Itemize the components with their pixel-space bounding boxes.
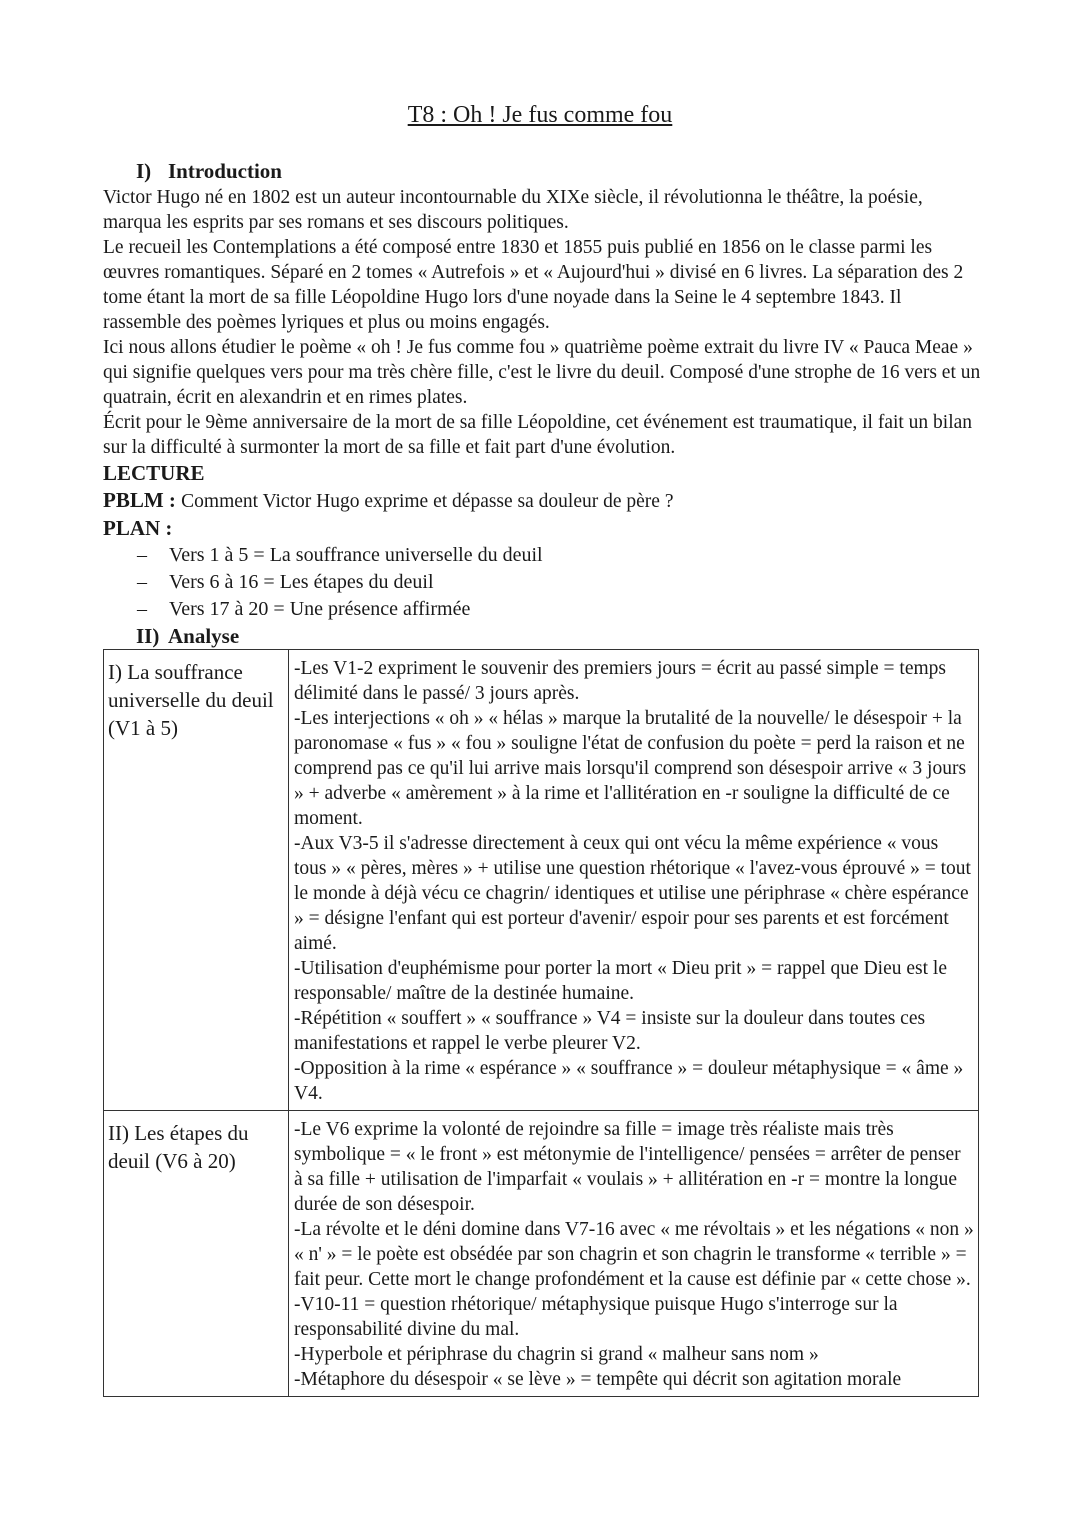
intro-paragraph-2: Le recueil les Contemplations a été composé entre 1830 et 1855 puis publié en 1856 on le classe parmi les œuvres romantiques. Séparé en 2 tomes « Autrefois » et « Aujourd'hui » divisé en 6 livres. La séparation des 2 tome étant la mort de sa fille Léopoldine Hugo lors d'une noyade dans la Seine le 4 septembre 1843. Il rassemble des poèmes lyriques et plus ou moins engagés. — [103, 237, 964, 333]
analysis-line: -V10-11 = question rhétorique/ métaphysique puisque Hugo s'interroge sur la responsabilité divine du mal. — [294, 1294, 898, 1340]
analysis-line: -Les V1-2 expriment le souvenir des premiers jours = écrit au passé simple = temps délimité dans le passé/ 3 jours après. — [294, 658, 946, 704]
analysis-line: -Les interjections « oh » « hélas » marque la brutalité de la nouvelle/ le désespoir + la paronomase « fus » « fou » souligne l'état de confusion du poète = perd la raison et ne comprend pas ce qu'il lui arrive mais lorsqu'il comprend son désespoir arrive « 3 jours » + adverbe « amèrement » à la rime et l'allitération en -r souligne la difficulté de ce moment. — [294, 708, 967, 829]
plan-list — [103, 542, 983, 623]
plan-item: – Vers 1 à 5 = La souffrance universelle du deuil — [103, 542, 983, 569]
list-dash: – — [137, 598, 147, 620]
part-cell: II) Les étapes du deuil (V6 à 20) — [104, 1111, 289, 1397]
analysis-line: -Utilisation d'euphémisme pour porter la mort « Dieu prit » = rappel que Dieu est le responsable/ maître de la destinée humaine. — [294, 958, 947, 1004]
analysis-table — [103, 649, 979, 1397]
analysis-cell — [289, 1111, 979, 1397]
analyse-heading-text: Analyse — [168, 624, 240, 648]
analysis-line: -Répétition « souffert » « souffrance » V4 = insiste sur la douleur dans toutes ces manifestations et rappel le verbe pleurer V2. — [294, 1008, 926, 1054]
pblm-label: PBLM : — [103, 488, 176, 512]
introduction-heading-text: Introduction — [168, 159, 282, 183]
analysis-line: -Hyperbole et périphrase du chagrin si grand « malheur sans nom » — [294, 1344, 819, 1365]
lecture-heading: LECTURE — [103, 461, 205, 485]
analysis-cell — [289, 650, 979, 1111]
plan-heading: PLAN : — [103, 516, 173, 540]
plan-item: – Vers 17 à 20 = Une présence affirmée — [103, 596, 983, 623]
analysis-line: -La révolte et le déni domine dans V7-16 avec « me révoltais » et les négations « non » « n' » = le poète est obsédée par son chagrin et son chagrin le transforme « terrible » = fait peur. Cette mort le change profondément et la cause est définie par « cette chose ». — [294, 1219, 974, 1290]
intro-paragraph-4: Écrit pour le 9ème anniversaire de la mort de sa fille Léopoldine, cet événement est traumatique, il fait un bilan sur la difficulté à surmonter la mort de sa fille et fait part d'une évolution. — [103, 412, 973, 458]
introduction-number: I) — [136, 159, 152, 183]
introduction-heading — [136, 158, 983, 185]
analysis-line: -Métaphore du désespoir « se lève » = tempête qui décrit son agitation morale — [294, 1369, 902, 1390]
table-row — [104, 650, 979, 1111]
problematique — [103, 487, 983, 515]
plan-item: – Vers 6 à 16 = Les étapes du deuil — [103, 569, 983, 596]
list-dash: – — [137, 544, 147, 566]
analysis-line: -Opposition à la rime « espérance » « souffrance » = douleur métaphysique = « âme » V4. — [294, 1058, 964, 1104]
analysis-line: -Aux V3-5 il s'adresse directement à ceux qui ont vécu la même expérience « vous tous » « pères, mères » + utilise une question rhétorique « l'avez-vous éprouvé » = tout le monde à déjà vécu ce chagrin/ identiques et utilise une périphrase « chère espérance » = désigne l'enfant qui est porteur d'avenir/ espoir pour ses parents et est forcément aimé. — [294, 833, 971, 954]
analyse-number: II) — [136, 624, 160, 648]
intro-paragraph-1: Victor Hugo né en 1802 est un auteur incontournable du XIXe siècle, il révolutionna le théâtre, la poésie, marqua les esprits par ses romans et ses discours politiques. — [103, 187, 923, 233]
table-row — [104, 1111, 979, 1397]
list-dash: – — [137, 571, 147, 593]
document-title: T8 : Oh ! Je fus comme fou — [407, 102, 673, 128]
analysis-line: -Le V6 exprime la volonté de rejoindre sa fille = image très réaliste mais très symbolique = « le front » est métonymie de l'intelligence/ pensées = arrêter de penser à sa fille + utilisation de l'imparfait « voulais » + allitération en -r = montre la longue durée de son désespoir. — [294, 1119, 961, 1215]
part-cell: I) La souffrance universelle du deuil (V1 à 5) — [104, 650, 289, 1111]
intro-paragraph-3: Ici nous allons étudier le poème « oh ! Je fus comme fou » quatrième poème extrait du livre IV « Pauca Meae » qui signifie quelques vers pour ma très chère fille, c'est le livre du deuil. Composé d'une strophe de 16 vers et un quatrain, écrit en alexandrin et en rimes plates. — [103, 337, 981, 408]
introduction-section — [103, 158, 983, 650]
pblm-text: Comment Victor Hugo exprime et dépasse sa douleur de père ? — [181, 491, 674, 512]
analyse-heading — [136, 623, 983, 650]
